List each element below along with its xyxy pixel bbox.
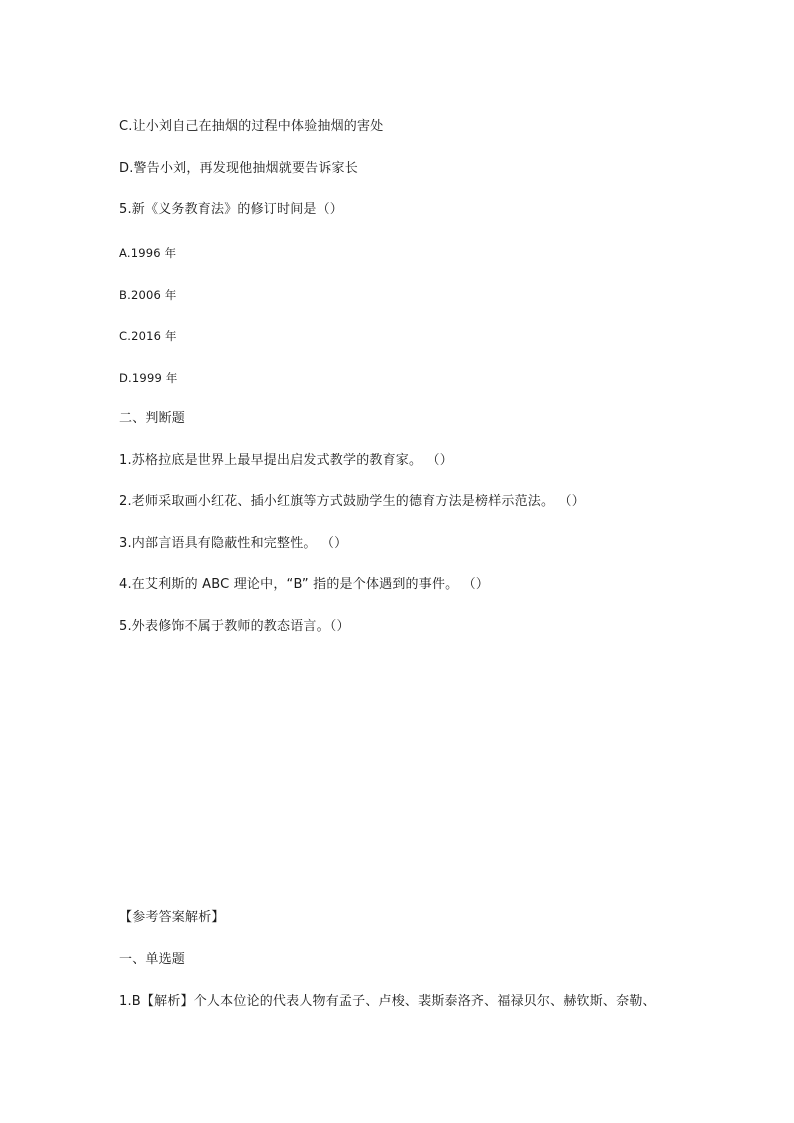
option-d-q4: D.警告小刘，再发现他抽烟就要告诉家长 xyxy=(119,161,358,176)
answer-1-explanation: 1.B【解析】个人本位论的代表人物有孟子、卢梭、裴斯泰洛齐、福禄贝尔、赫钦斯、奈勒、 xyxy=(119,994,656,1009)
judgment-item-2: 2.老师采取画小红花、插小红旗等方式鼓励学生的德育方法是榜样示范法。 （） xyxy=(119,494,585,509)
answers-section-title: 一、单选题 xyxy=(119,952,186,967)
judgment-item-1: 1.苏格拉底是世界上最早提出启发式教学的教育家。 （） xyxy=(119,453,453,468)
question-5-stem: 5.新《义务教育法》的修订时间是（） xyxy=(119,202,344,217)
judgment-item-5: 5.外表修饰不属于教师的教态语言。（） xyxy=(119,619,350,634)
option-c-q4: C.让小刘自己在抽烟的过程中体验抽烟的害处 xyxy=(119,119,384,134)
judgment-item-4: 4.在艾利斯的 ABC 理论中，“B” 指的是个体遇到的事件。 （） xyxy=(119,577,490,592)
q5-option-c: C.2016 年 xyxy=(119,329,177,343)
q5-option-a: A.1996 年 xyxy=(119,246,177,260)
judgment-item-3: 3.内部言语具有隐蔽性和完整性。 （） xyxy=(119,536,348,551)
q5-option-b: B.2006 年 xyxy=(119,288,177,302)
answers-heading: 【参考答案解析】 xyxy=(119,910,225,925)
q5-option-d: D.1999 年 xyxy=(119,371,178,385)
section-heading-judgment: 二、判断题 xyxy=(119,411,186,426)
